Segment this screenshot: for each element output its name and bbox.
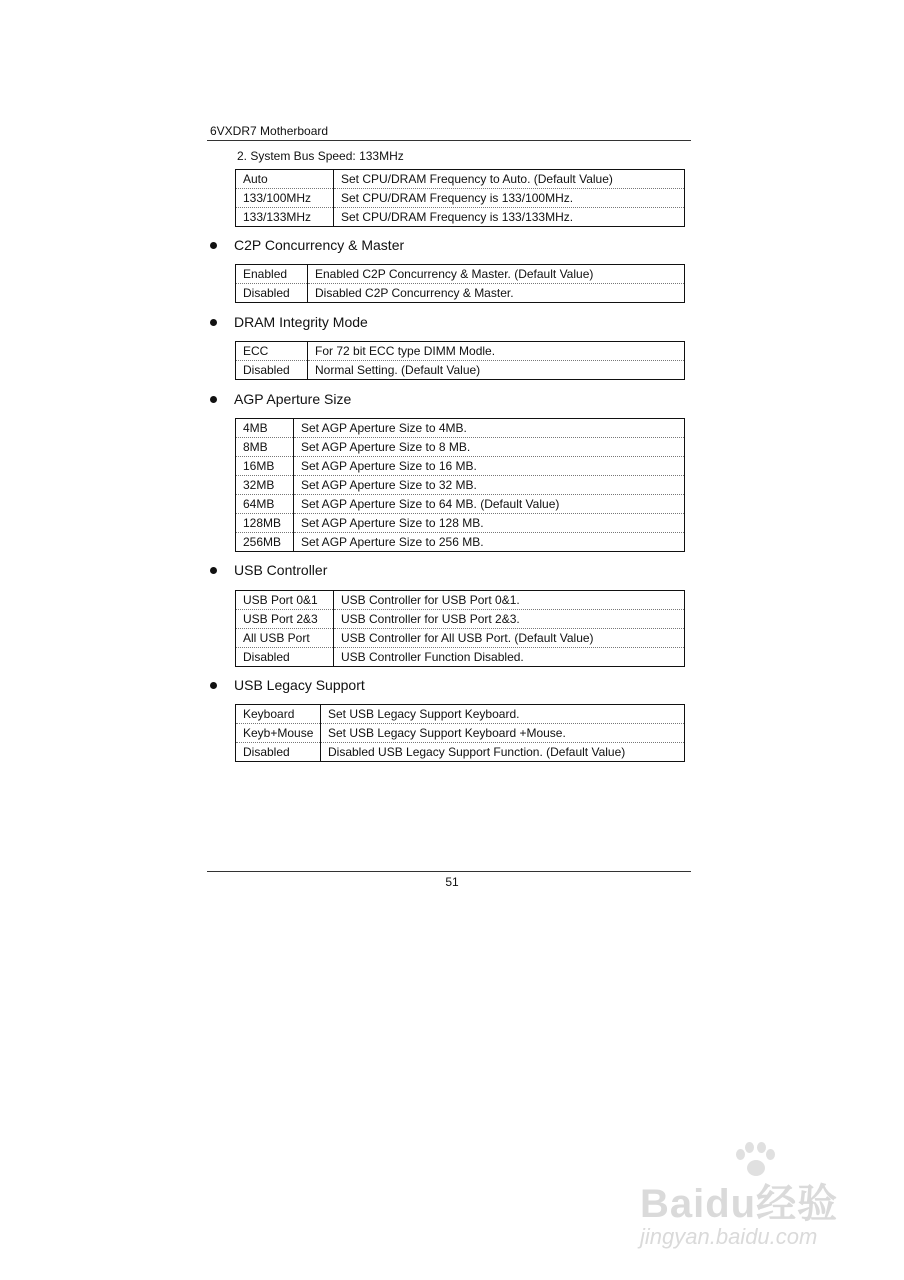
table-row: [236, 705, 685, 724]
section-title: AGP Aperture Size: [234, 391, 352, 407]
option-desc: Set AGP Aperture Size to 4MB.: [301, 421, 467, 435]
option-name: 133/100MHz: [236, 189, 334, 208]
option-name: All USB Port: [236, 629, 334, 648]
option-name: Enabled: [236, 265, 308, 284]
table-row: [236, 189, 685, 208]
option-desc: Set AGP Aperture Size to 256 MB.: [294, 533, 685, 552]
usb-controller-table: [235, 590, 685, 667]
section-title: C2P Concurrency & Master: [234, 237, 405, 253]
option-desc: Set CPU/DRAM Frequency is 133/100MHz.: [334, 189, 685, 208]
table-row: [236, 438, 685, 457]
option-desc: Set CPU/DRAM Frequency to Auto. (Default Value): [341, 172, 613, 186]
option-name: 8MB: [236, 438, 294, 457]
c2p-table: [235, 264, 685, 303]
option-desc: Disabled C2P Concurrency & Master.: [308, 284, 685, 303]
section-title: USB Legacy Support: [234, 677, 365, 693]
section-heading-dram: [210, 314, 368, 330]
table-row: [236, 284, 685, 303]
usb-legacy-table: [235, 704, 685, 762]
table-row: [236, 514, 685, 533]
option-name: ECC: [236, 342, 308, 361]
option-name: Disabled: [236, 743, 321, 762]
option-name: Keyboard: [236, 705, 321, 724]
option-desc: Normal Setting. (Default Value): [308, 361, 685, 380]
option-name: USB Port 2&3: [236, 610, 334, 629]
header-rule: [207, 140, 691, 141]
option-name: USB Port 0&1: [236, 591, 334, 610]
option-desc: Disabled USB Legacy Support Function. (Default Value): [321, 743, 685, 762]
table-row: [236, 724, 685, 743]
table-row: [236, 610, 685, 629]
bullet-icon: [210, 396, 217, 403]
table-row: [236, 533, 685, 552]
option-desc: Enabled C2P Concurrency & Master. (Default Value): [315, 267, 594, 281]
option-name: 133/133MHz: [236, 208, 334, 227]
option-name: Disabled: [236, 648, 334, 667]
section-heading-c2p: [210, 237, 404, 253]
option-desc: USB Controller for USB Port 2&3.: [334, 610, 685, 629]
option-desc: Set USB Legacy Support Keyboard.: [328, 707, 520, 721]
option-desc: Set AGP Aperture Size to 64 MB. (Default Value): [294, 495, 685, 514]
table-row: [236, 265, 685, 284]
table-row: [236, 648, 685, 667]
table-row: [236, 743, 685, 762]
page-header: 6VXDR7 Motherboard: [210, 124, 329, 138]
table-row: [236, 591, 685, 610]
section-title: USB Controller: [234, 562, 328, 578]
table-row: [236, 170, 685, 189]
option-desc: For 72 bit ECC type DIMM Modle.: [315, 344, 496, 358]
option-name: 256MB: [236, 533, 294, 552]
option-desc: Set CPU/DRAM Frequency is 133/133MHz.: [334, 208, 685, 227]
subheading: 2. System Bus Speed: 133MHz: [237, 149, 404, 163]
bullet-icon: [210, 567, 217, 574]
table-row: [236, 342, 685, 361]
bus-speed-table: [235, 169, 685, 227]
option-desc: USB Controller for USB Port 0&1.: [341, 593, 520, 607]
table-row: [236, 495, 685, 514]
footer-rule: [207, 871, 691, 872]
bullet-icon: [210, 242, 217, 249]
watermark-url: jingyan.baidu.com: [640, 1224, 818, 1249]
option-desc: Set AGP Aperture Size to 128 MB.: [294, 514, 685, 533]
option-name: 32MB: [236, 476, 294, 495]
option-name: Keyb+Mouse: [236, 724, 321, 743]
section-title: DRAM Integrity Mode: [234, 314, 368, 330]
option-desc: USB Controller for All USB Port. (Default Value): [334, 629, 685, 648]
table-row: [236, 476, 685, 495]
section-heading-usb-controller: [210, 562, 327, 578]
option-name: Auto: [236, 170, 334, 189]
section-heading-agp: [210, 391, 351, 407]
option-desc: Set AGP Aperture Size to 16 MB.: [294, 457, 685, 476]
bullet-icon: [210, 319, 217, 326]
table-row: [236, 208, 685, 227]
table-row: [236, 419, 685, 438]
bullet-icon: [210, 682, 217, 689]
page-number: 51: [445, 875, 459, 889]
option-name: 4MB: [236, 419, 294, 438]
watermark-brand: Baidu经验: [640, 1182, 839, 1226]
option-desc: Set USB Legacy Support Keyboard +Mouse.: [321, 724, 685, 743]
agp-table: [235, 418, 685, 552]
table-row: [236, 629, 685, 648]
table-row: [236, 361, 685, 380]
table-row: [236, 457, 685, 476]
section-heading-usb-legacy: [210, 677, 365, 693]
option-desc: Set AGP Aperture Size to 32 MB.: [294, 476, 685, 495]
option-name: Disabled: [236, 361, 308, 380]
option-desc: Set AGP Aperture Size to 8 MB.: [294, 438, 685, 457]
watermark: [640, 1140, 860, 1260]
option-desc: USB Controller Function Disabled.: [334, 648, 685, 667]
option-name: Disabled: [236, 284, 308, 303]
dram-table: [235, 341, 685, 380]
option-name: 128MB: [236, 514, 294, 533]
option-name: 16MB: [236, 457, 294, 476]
option-name: 64MB: [236, 495, 294, 514]
